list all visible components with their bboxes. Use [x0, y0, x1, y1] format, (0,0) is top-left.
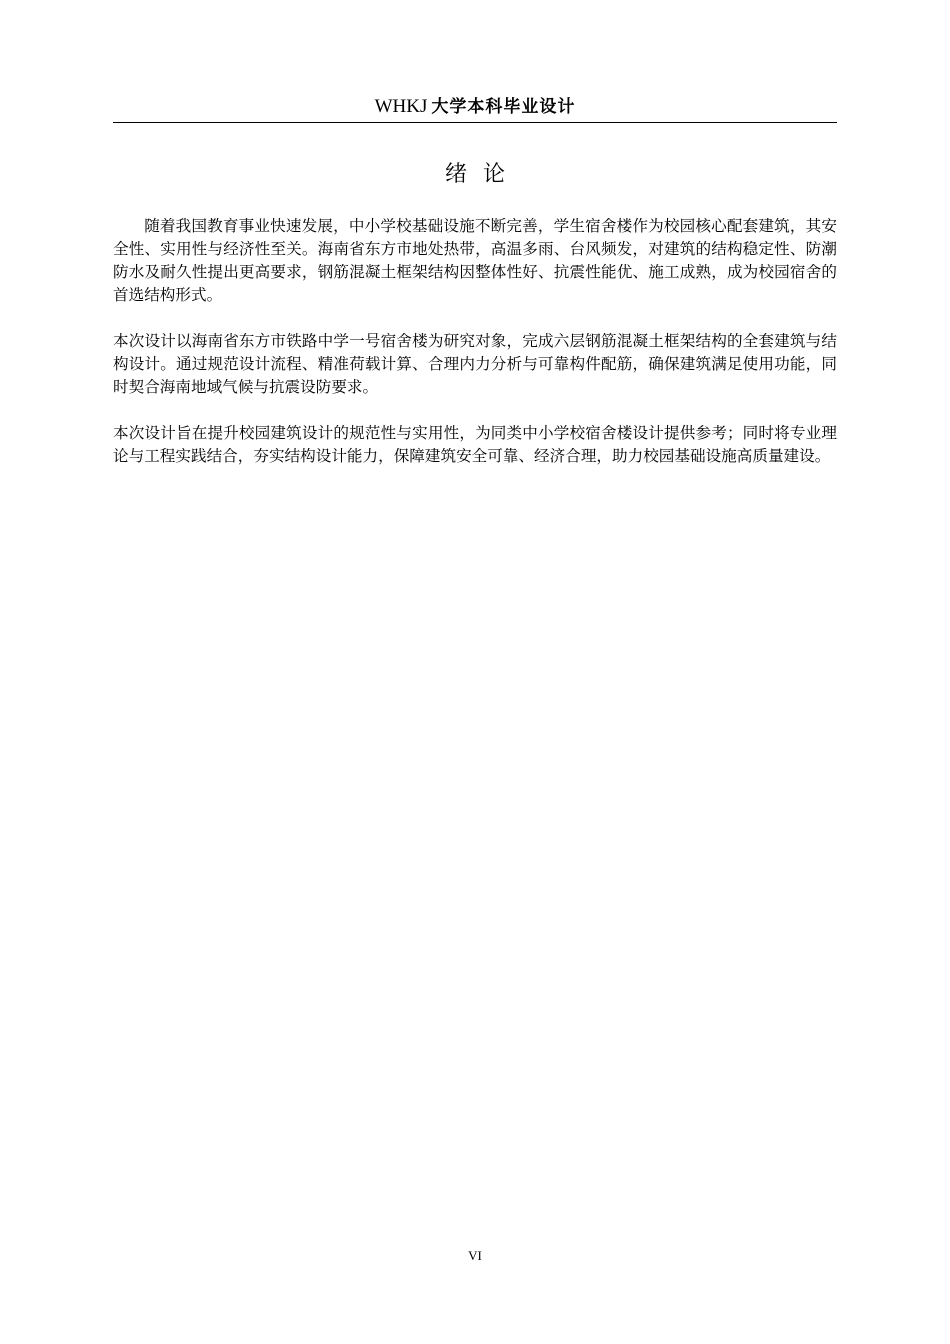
body-text	[113, 215, 837, 491]
paragraph-2: 本次设计以海南省东方市铁路中学一号宿舍楼为研究对象，完成六层钢筋混凝土框架结构的全套建筑与结构设计。通过规范设计流程、精准荷载计算、合理内力分析与可靠构件配筋，确保建筑满足使用功能，同时契合海南地域气候与抗震设防要求。	[113, 332, 837, 396]
page-header	[113, 92, 837, 123]
page-number: VI	[468, 1248, 482, 1263]
header-institution-code: WHKJ	[374, 96, 428, 117]
paragraph-3: 本次设计旨在提升校园建筑设计的规范性与实用性，为同类中小学校宿舍楼设计提供参考；同时将专业理论与工程实践结合，夯实结构设计能力，保障建筑安全可靠、经济合理，助力校园基础设施高质量建设。	[113, 424, 837, 465]
header-document-type: 大学本科毕业设计	[431, 97, 576, 117]
section-title: 绪论	[444, 162, 521, 187]
paragraph-1: 随着我国教育事业快速发展，中小学校基础设施不断完善，学生宿舍楼作为校园核心配套建筑，其安全性、实用性与经济性至关。海南省东方市地处热带，高温多雨、台风频发，对建筑的结构稳定性、防潮防水及耐久性提出更高要求，钢筋混凝土框架结构因整体性好、抗震性能优、施工成熟，成为校园宿舍的首选结构形式。	[113, 217, 837, 304]
